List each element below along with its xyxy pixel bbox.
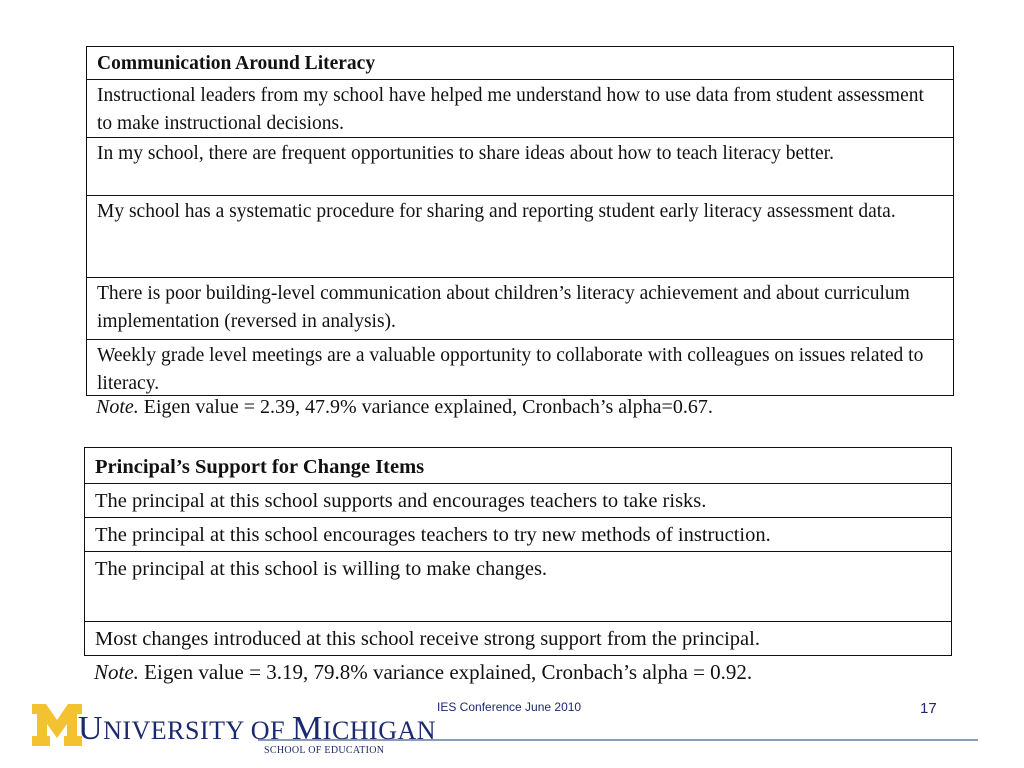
- table-header: Principal’s Support for Change Items: [95, 456, 425, 478]
- communication-table: [86, 46, 954, 396]
- table-row: The principal at this school encourages teachers to try new methods of instruction.: [85, 517, 951, 551]
- table-note: [94, 660, 752, 685]
- table-row: My school has a systematic procedure for sharing and reporting student early literacy assessment data.: [87, 195, 953, 277]
- table-row: The principal at this school is willing to make changes.: [85, 551, 951, 621]
- university-wordmark: UNIVERSITY OF MICHIGAN: [78, 710, 437, 747]
- table-row: Most changes introduced at this school receive strong support from the principal.: [85, 621, 951, 655]
- note-label: Note.: [94, 660, 139, 684]
- table-row: In my school, there are frequent opportunities to share ideas about how to teach literacy better.: [87, 137, 953, 195]
- principal-support-table: [84, 447, 952, 656]
- note-label: Note.: [96, 396, 139, 418]
- table-header: Communication Around Literacy: [97, 53, 376, 74]
- conference-label: IES Conference June 2010: [437, 700, 582, 714]
- note-text: Eigen value = 3.19, 79.8% variance explained, Cronbach’s alpha = 0.92.: [138, 660, 753, 684]
- school-of-education: SCHOOL OF EDUCATION: [264, 745, 385, 756]
- table-row: Instructional leaders from my school have helped me understand how to use data from student assessment to make instructional decisions.: [87, 79, 953, 137]
- page-number: 17: [920, 700, 937, 717]
- block-m-logo: [32, 704, 82, 746]
- table-note: [96, 396, 713, 419]
- table-row: The principal at this school supports and encourages teachers to take risks.: [85, 483, 951, 517]
- table-row: There is poor building-level communication about children’s literacy achievement and about curriculum implementation (reversed in analysis).: [87, 277, 953, 339]
- table-row: Weekly grade level meetings are a valuable opportunity to collaborate with colleagues on issues related to literacy.: [87, 339, 953, 395]
- note-text: Eigen value = 2.39, 47.9% variance explained, Cronbach’s alpha=0.67.: [138, 396, 713, 418]
